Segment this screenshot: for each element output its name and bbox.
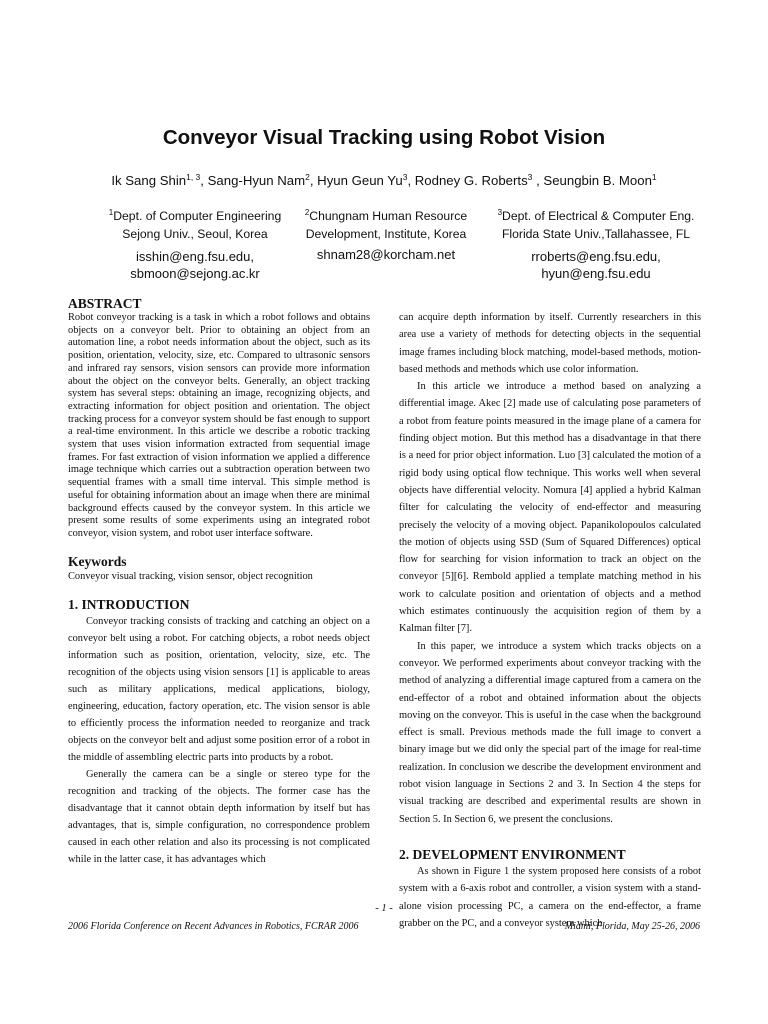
affiliation-dept: Chungnam Human Resource	[309, 209, 468, 223]
body-paragraph: In this paper, we introduce a system which tracks objects on a conveyor. We performed experiments about conveyor tracking with the method of analyzing a differential image captured from a camera on the end-effector of a robot and obtained information about the objects moving on the conveyor. This is useful in the case when the background effect is small. Previous methods made the full image to convert a binary image but we did only the special part of the image for real-time realization. In conclusion we describe the development environment and robot vision language in Sections 2 and 3. In Section 4 the steps for visual tracking are described and experimental results are shown in Section 5. In Section 6, we present the conclusions.	[399, 640, 701, 825]
introduction-heading: 1. INTRODUCTION	[68, 596, 190, 612]
introduction-section	[68, 597, 370, 868]
development-paragraph: As shown in Figure 1 the system proposed here consists of a robot system with a 6-axis robot and controller, a vision system with a stand-alone vision processing PC, a camera on the end-effector, a frame grabber on the PC, and a conveyor system which	[399, 865, 701, 929]
keywords-text: Conveyor visual tracking, vision sensor, object recognition	[68, 570, 313, 582]
affiliation-line	[476, 207, 716, 225]
development-heading: 2. DEVELOPMENT ENVIRONMENT	[399, 846, 626, 862]
author-affiliation-mark: 3	[527, 172, 533, 182]
keywords-heading: Keywords	[68, 553, 127, 569]
email-link[interactable]: shnam28@korcham.net	[316, 247, 456, 262]
page-number: - 1 -	[375, 903, 393, 914]
email-link[interactable]: isshin@eng.fsu.edu,	[136, 249, 254, 264]
affiliation-line: Sejong Univ., Seoul, Korea	[122, 227, 268, 241]
abstract-heading: ABSTRACT	[68, 296, 142, 311]
email-link[interactable]: sbmoon@sejong.ac.kr	[130, 266, 260, 281]
introduction-paragraph: Conveyor tracking consists of tracking and catching an object on a conveyor belt using a robot. For catching objects, a robot needs object information such as position, orientation, velocity, size, etc. The recognition of the objects using vision sensors [1] is applicable to areas such as military applications, medical applications, biology, engineering, education, factory operation, etc. The vision sensor is able to efficiently process the information needed to reorganize and track objects on the conveyor belt and adjust some position error of a robot in the middle of assembling electric parts into products by a robot.	[68, 615, 370, 763]
keywords-section	[68, 554, 370, 583]
body-paragraph: can acquire depth information by itself. Currently researchers in this area use a variety of methods for detecting objects in the sequential image frames including block matching, model-based methods, motion-based methods and methods which use color information.	[399, 312, 701, 375]
left-column	[68, 296, 370, 868]
affiliation-dept: Dept. of Computer Engineering	[113, 209, 282, 223]
introduction-paragraph: Generally the camera can be a single or stereo type for the recognition and tracking of the objects. The former case has the disadvantage that it cannot obtain depth information by itself but has advantages, that is, simple configuration, no correspondence problem caused in each other relation and also its processing is not complicated while in the latter case, it has advantages which	[68, 768, 370, 865]
affiliation-block	[476, 207, 716, 282]
author-affiliation-mark: 1	[651, 172, 657, 182]
paper-title: Conveyor Visual Tracking using Robot Vision	[162, 126, 606, 149]
email-link[interactable]: rroberts@eng.fsu.edu,	[531, 249, 661, 264]
affiliation-line	[283, 207, 489, 225]
body-paragraph: In this article we introduce a method based on analyzing a differential image. Akec [2] made use of calculating pose parameters of a robot from feature points measured in the image plane of a camera for finding object motion. But this method has a disadvantage in that there is a need for prior object information. Luo [3] calculated the motion of a rigid body using optical flow technique. This works well when several objects have differential velocity. Nomura [4] applied a hybrid Kalman filter for calculating the velocity of end-effector and measuring precisely the velocity of a moving object. Papanikolopoulos calculated the motion of objects using SSD (Sum of Squared Differences) optical flow for searching for vision information to track an object on the conveyor [5][6]. Rembold applied a template matching method in his work to calculate position and orientation of objects and a method which estimates continuously the acquisition region of them by a Kalman filter [7].	[399, 381, 701, 635]
abstract-section	[68, 296, 370, 541]
conference-footer: 2006 Florida Conference on Recent Advances in Robotics, FCRAR 2006	[68, 921, 359, 932]
author-list	[0, 173, 768, 188]
development-section	[399, 847, 701, 932]
author-separator: ,	[407, 173, 415, 188]
affiliation-mark: 1	[108, 208, 114, 217]
author-name: Ik Sang Shin	[111, 173, 187, 188]
author-name: Sang-Hyun Nam	[207, 173, 306, 188]
affiliation-mark: 2	[304, 208, 310, 217]
author-affiliation-mark: 1, 3	[186, 172, 201, 182]
location-footer: Miami, Florida, May 25-26, 2006	[564, 921, 700, 932]
email-link[interactable]: hyun@eng.fsu.edu	[541, 266, 651, 281]
abstract-text: Robot conveyor tracking is a task in which a robot follows and obtains objects on a conveyor belt. Prior to obtaining an object from an automation line, a robot needs information about the object, such as its position, orientation, velocity, size, etc. Compared to ultrasonic sensors and infrared ray sensors, vision sensors can provide more information about the object on the conveyor belts. Generally, an object tracking system has several steps: obtaining an image, recognizing objects, and extracting information for object position and orientation. The object tracking process for a conveyor system should be fast enough to support a real-time environment. In this article we describe a robotic tracking system that uses vision information extracted from sequential image frames. For fast extraction of vision information we applied a difference image technique which carries out a subtraction operation between two sequential frames with a small time interval. This simple method is useful for obtaining information about an image when there are minimal background effects caused by the conveyor system. In this article we present some results of some experiments using an integrated robot conveyor, vision system, and robot user interface software.	[68, 312, 370, 539]
author-name: Hyun Geun Yu	[317, 173, 403, 188]
author-separator: ,	[309, 173, 318, 188]
author-separator: ,	[532, 173, 544, 188]
author-affiliation-mark: 2	[305, 172, 310, 182]
affiliation-line: Florida State Univ.,Tallahassee, FL	[501, 227, 691, 241]
author-separator: ,	[200, 173, 208, 188]
author-affiliation-mark: 3	[402, 172, 408, 182]
right-column	[399, 309, 701, 932]
author-name: Rodney G. Roberts	[414, 173, 528, 188]
author-name: Seungbin B. Moon	[543, 173, 652, 188]
affiliation-mark: 3	[497, 208, 503, 217]
affiliation-dept: Dept. of Electrical & Computer Eng.	[502, 209, 695, 223]
affiliation-line: Development, Institute, Korea	[305, 227, 467, 241]
affiliation-block	[283, 207, 489, 263]
